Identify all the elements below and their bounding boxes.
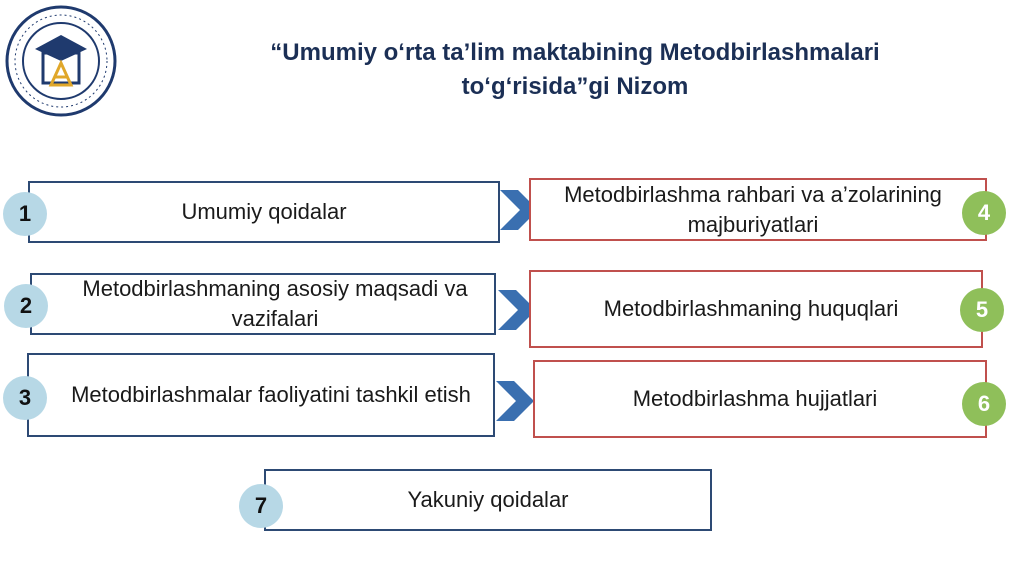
title-line-2: to‘g‘risida”gi Nizom (461, 73, 689, 100)
section-label-2: Metodbirlashmaning asosiy maqsadi va vazifalari (82, 276, 468, 331)
section-box-2 (30, 273, 496, 335)
section-number-badge-6: 6 (962, 382, 1006, 426)
section-box-7 (264, 469, 712, 531)
section-number-badge-7: 7 (239, 484, 283, 528)
section-box-5 (529, 270, 983, 348)
title-line-1: “Umumiy o‘rta ta’lim maktabining Metodbirlashmalari (270, 39, 880, 66)
section-number-badge-5: 5 (960, 288, 1004, 332)
section-number-badge-1: 1 (3, 192, 47, 236)
chevron-right-icon (496, 381, 534, 421)
section-label-1: Umumiy qoidalar (181, 199, 347, 224)
section-label-6: Metodbirlashma hujjatlari (632, 386, 878, 411)
section-number-badge-4: 4 (962, 191, 1006, 235)
section-box-6 (533, 360, 987, 438)
section-box-1 (28, 181, 500, 243)
section-number-badge-2: 2 (4, 284, 48, 328)
section-number-badge-3: 3 (3, 376, 47, 420)
page-title (130, 36, 1020, 104)
section-label-4: Metodbirlashma rahbari va a’zolarining majburiyatlari (564, 181, 942, 237)
section-box-3 (27, 353, 495, 437)
section-box-4 (529, 178, 987, 241)
section-label-7: Yakuniy qoidalar (407, 487, 569, 512)
school-emblem-logo (5, 5, 117, 117)
section-label-3: Metodbirlashmalar faoliyatini tashkil etish (71, 382, 471, 407)
section-label-5: Metodbirlashmaning huquqlari (603, 296, 899, 321)
